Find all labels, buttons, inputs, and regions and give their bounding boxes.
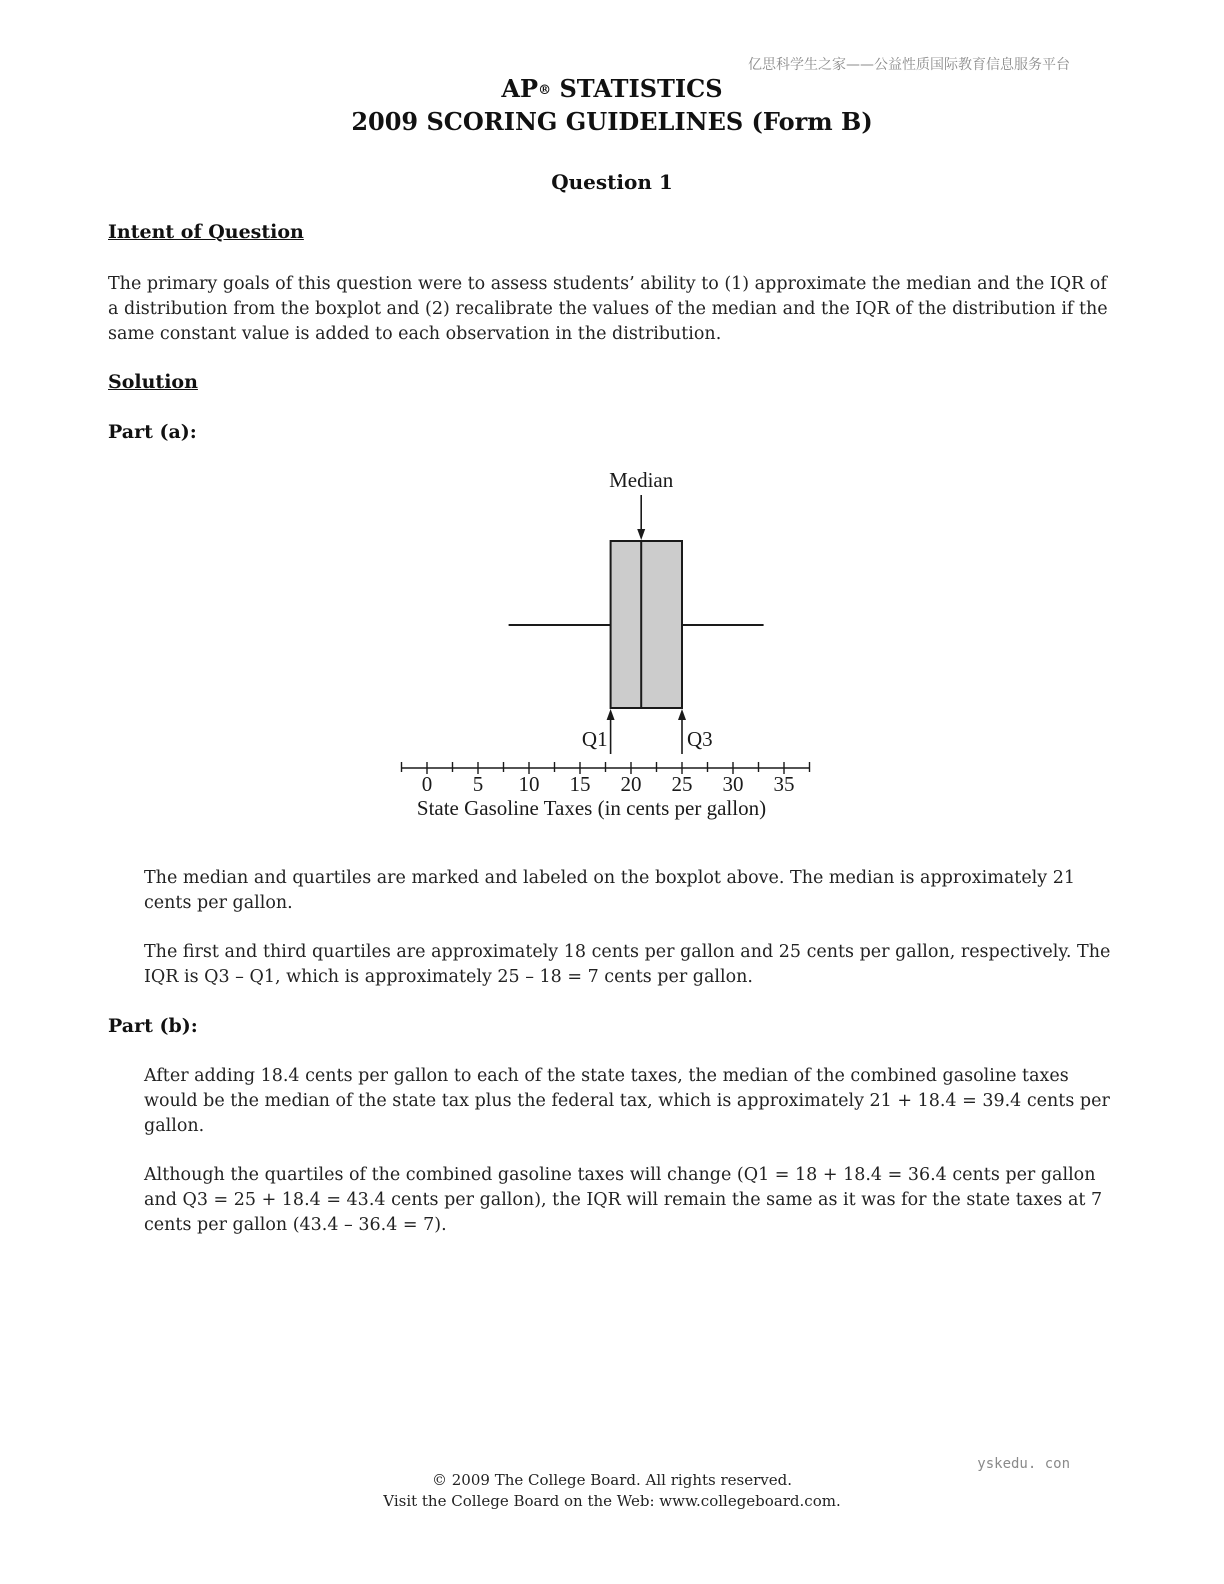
median-arrowhead <box>637 529 645 540</box>
x-tick-label: 15 <box>569 772 591 796</box>
document-header <box>0 72 1224 138</box>
part-a-paragraph-2: The first and third quartiles are approximately 18 cents per gallon and 25 cents per gallon, respectively. The IQR is Q3 – Q1, which is approximately 25 – 18 = 7 cents per gallon. <box>144 942 1111 987</box>
watermark-top: 亿思科学生之家——公益性质国际教育信息服务平台 <box>748 57 1070 73</box>
document-subtitle: 2009 SCORING GUIDELINES (Form B) <box>351 107 873 136</box>
q1-label: Q1 <box>581 727 608 751</box>
q3-label: Q3 <box>687 727 713 751</box>
x-tick-label: 10 <box>518 772 540 796</box>
x-tick-label: 25 <box>671 772 693 796</box>
q1-arrowhead <box>607 709 615 720</box>
x-tick-label: 20 <box>620 772 642 796</box>
x-tick-label: 35 <box>773 772 795 796</box>
part-b-heading: Part (b): <box>108 1015 198 1037</box>
part-b-paragraph-1: After adding 18.4 cents per gallon to each of the state taxes, the median of the combined gasoline taxes would be the median of the state tax plus the federal tax, which is approximately 21 + 18.4 = 39.4 cents per gallon. <box>144 1066 1110 1136</box>
website-line: Visit the College Board on the Web: www.collegeboard.com. <box>383 1492 841 1510</box>
question-title: Question 1 <box>551 170 673 194</box>
median-label: Median <box>609 468 674 492</box>
copyright-line: © 2009 The College Board. All rights reserved. <box>432 1471 792 1489</box>
part-a-paragraph-1: The median and quartiles are marked and labeled on the boxplot above. The median is approximately 21 cents per gallon. <box>144 868 1075 913</box>
q3-arrowhead <box>678 709 686 720</box>
part-b-paragraph-2: Although the quartiles of the combined gasoline taxes will change (Q1 = 18 + 18.4 = 36.4 cents per gallon and Q3 = 25 + 18.4 = 43.4 cents per gallon), the IQR will remain the same as it was for the state taxes at 7 cents per gallon (43.4 – 36.4 = 7). <box>144 1165 1103 1235</box>
document-title <box>0 72 1224 105</box>
x-tick-label: 0 <box>421 772 433 796</box>
x-axis-label: State Gasoline Taxes (in cents per gallon) <box>416 796 767 820</box>
watermark-bottom: yskedu. con <box>977 1456 1070 1472</box>
intent-text: The primary goals of this question were to assess students’ ability to (1) approximate the median and the IQR of a distribution from the boxplot and (2) recalibrate the values of the median and the IQR of the distribution if the same constant value is added to each observation in the distribution. <box>108 274 1108 344</box>
intent-heading: Intent of Question <box>108 221 304 243</box>
solution-heading: Solution <box>108 371 198 393</box>
title-prefix: AP <box>501 74 539 103</box>
iqr-box <box>611 541 682 708</box>
x-tick-label: 30 <box>722 772 744 796</box>
x-axis-tick-labels <box>422 772 795 796</box>
title-suffix: STATISTICS <box>551 74 723 103</box>
x-tick-label: 5 <box>472 772 484 796</box>
registered-mark: ® <box>538 83 552 98</box>
part-a-heading: Part (a): <box>108 421 197 443</box>
page-footer <box>0 1470 1224 1512</box>
x-axis-ticks <box>402 762 810 774</box>
